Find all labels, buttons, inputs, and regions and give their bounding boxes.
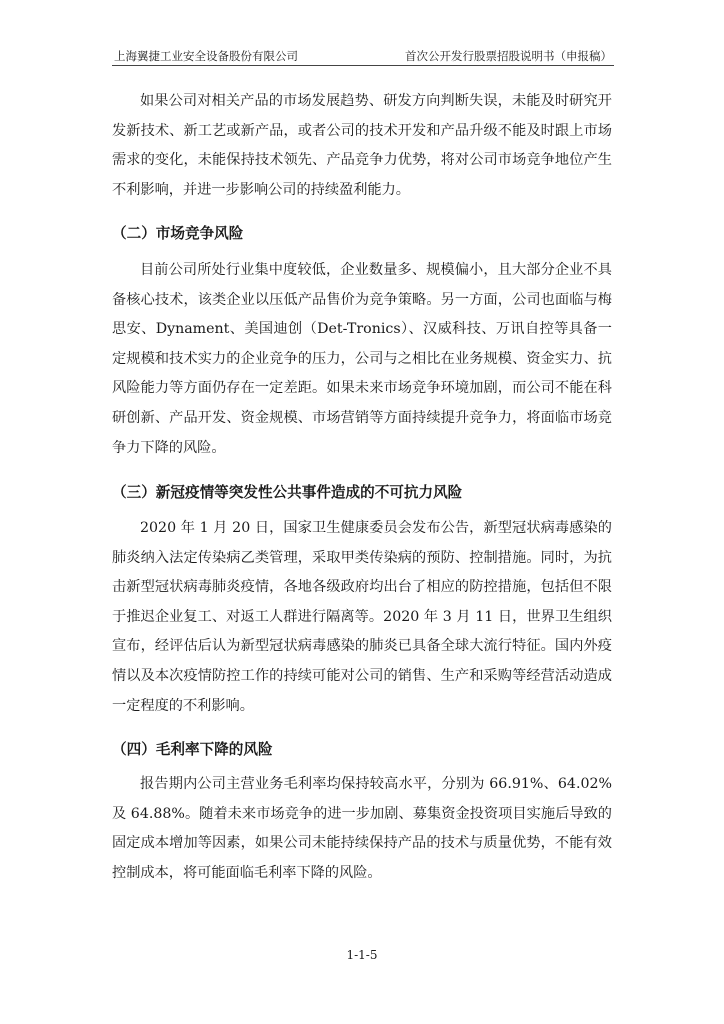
- section-heading-covid-force-majeure: （三）新冠疫情等突发性公共事件造成的不可抗力风险: [112, 484, 463, 501]
- header-divider: [112, 65, 614, 66]
- paragraph-tech-risk: 如果公司对相关产品的市场发展趋势、研发方向判断失误，未能及时研究开发新技术、新工艺或新产品，或者公司的技术开发和产品升级不能及时跟上市场需求的变化，未能保持技术领先、产品竞争力优势，将对公司市场竞争地位产生不利影响，并进一步影响公司的持续盈利能力。: [112, 93, 612, 198]
- paragraph-market-competition: 目前公司所处行业集中度较低，企业数量多、规模偏小，且大部分企业不具备核心技术，该类企业以压低产品售价为竞争策略。另一方面，公司也面临与梅思安、Dynament、美国迪创（Det-Tronics）、汉威科技、万讯自控等具备一定规模和技术实力的企业竞争的压力，公司与之相比在业务规模、资金实力、抗风险能力等方面仍存在一定差距。如果未来市场竞争环境加剧，而公司不能在科研创新、产品开发、资金规模、市场营销等方面持续提升竞争力，将面临市场竞争力下降的风险。: [112, 262, 612, 456]
- header-company-name: 上海翼捷工业安全设备股份有限公司: [114, 49, 298, 63]
- paragraph-gross-margin: 报告期内公司主营业务毛利率均保持较高水平，分别为 66.91%、64.02%及 64.88%。随着未来市场竞争的进一步加剧、募集资金投资项目实施后导致的固定成本增加等因素，如果公司未能持续保持产品的技术与质量优势，不能有效控制成本，将可能面临毛利率下降的风险。: [112, 776, 612, 881]
- page-header: [114, 46, 612, 64]
- paragraph-covid-force-majeure: 2020 年 1 月 20 日，国家卫生健康委员会发布公告，新型冠状病毒感染的肺炎纳入法定传染病乙类管理，采取甲类传染病的预防、控制措施。同时，为抗击新型冠状病毒肺炎疫情，各地各级政府均出台了相应的防控措施，包括但不限于推迟企业复工、对返工人群进行隔离等。2020 年 3 月 11 日，世界卫生组织宣布，经评估后认为新型冠状病毒感染的肺炎已具备全球大流行特征。国内外疫情以及本次疫情防控工作的持续可能对公司的销售、生产和采购等经营活动造成一定程度的不利影响。: [112, 520, 612, 714]
- section-heading-gross-margin: （四）毛利率下降的风险: [112, 741, 273, 758]
- page-number: 1-1-5: [346, 948, 378, 962]
- section-heading-market-competition: （二）市场竞争风险: [112, 225, 244, 242]
- header-document-title: 首次公开发行股票招股说明书（申报稿）: [405, 49, 612, 63]
